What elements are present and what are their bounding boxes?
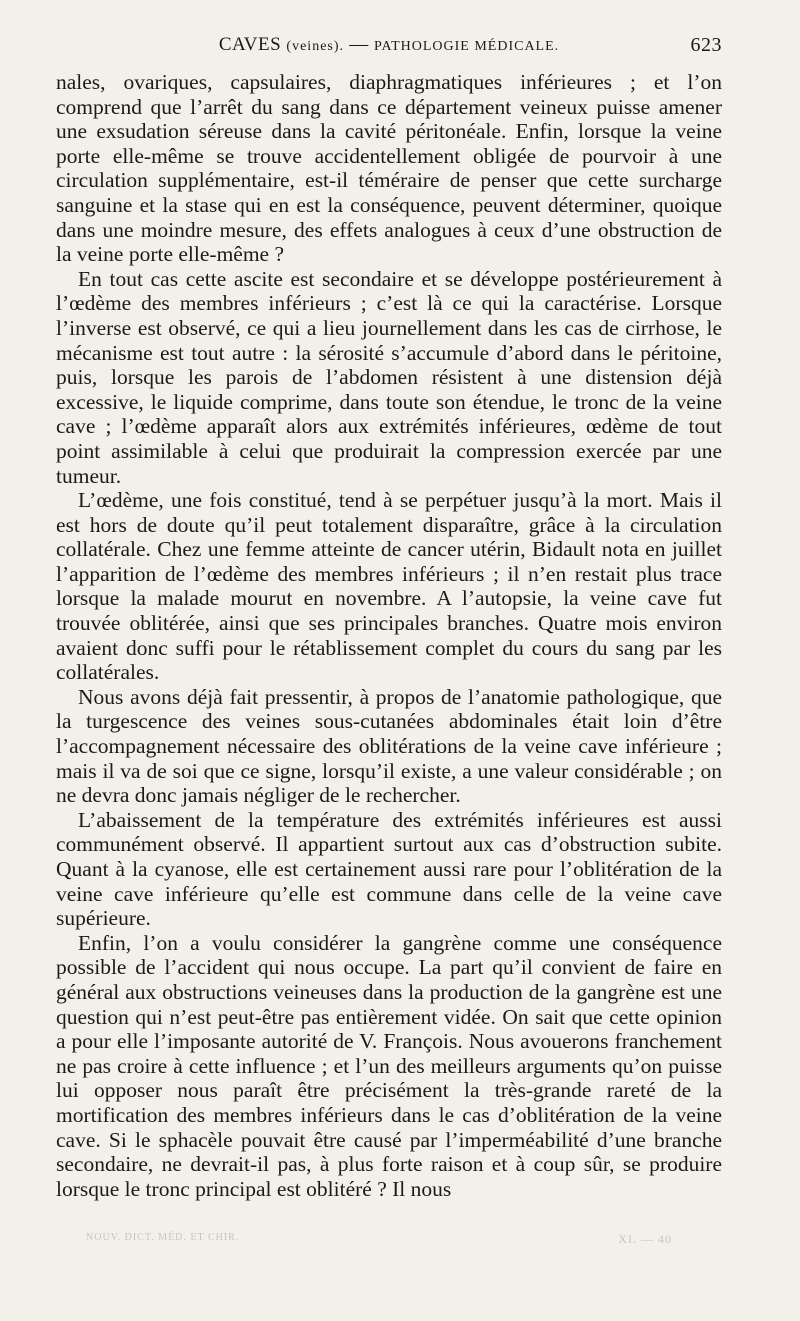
paragraph-2: En tout cas cette ascite est secondaire et se développe postérieurement à l’œdème des membres inférieurs ; c’est là ce qui la caractérise. Lorsque l’inverse est observé, ce qui a lieu journellement dans les cas de cirrhose, le mécanisme est tout autre : la sérosité s’accumule d’abord dans le péritoine, puis, lorsque les parois de l’abdomen résistent à une distension déjà excessive, le liquide comprime, dans toute son étendue, le tronc de la veine cave ; l’œdème apparaît alors aux extrémités inférieures, œdème de tout point assimilable à celui que produirait la compression exercée par une tumeur. [56,266,722,488]
title-dash: — [344,34,375,55]
paragraph-1: nales, ovariques, capsulaires, diaphragmatiques inférieures ; et l’on comprend que l’arrêt du sang dans ce département veineux puisse amener une exsudation séreuse dans la cavité péritonéale. Enfin, lorsque la veine porte elle-même se trouve accidentellement obligée de pourvoir à une circulation supplémentaire, est-il téméraire de penser que cette surcharge sanguine et la stase qui en est la conséquence, peuvent déterminer, quoique dans une moindre mesure, des effets analogues à ceux d’une obstruction de la veine porte elle-même ? [56,70,722,267]
title-caps: CAVES [218,34,282,55]
signature-mark: NOUV. DICT. MÉD. ET CHIR. [86,1232,240,1243]
body-text [56,70,722,1201]
volume-mark: XI. — 40 [618,1232,672,1246]
paragraph-3: L’œdème, une fois constitué, tend à se perpétuer jusqu’à la mort. Mais il est hors de doute qu’il peut totalement disparaître, grâce à la circulation collatérale. Chez une femme atteinte de cancer utérin, Bidault nota en juillet l’apparition de l’œdème des membres inférieurs ; il n’en restait plus trace lorsque la malade mourut en novembre. A l’autopsie, la veine cave fut trouvée oblitérée, ainsi que ses principales branches. Quatre mois environ avaient donc suffi pour le rétablissement complet du cours du sang par les collatérales. [56,488,722,685]
page-number: 623 [690,34,722,56]
title-section: PATHOLOGIE MÉDICALE. [374,39,560,54]
running-title [56,34,722,56]
paragraph-4: Nous avons déjà fait pressentir, à propos de l’anatomie pathologique, que la turgescence des veines sous-cutanées abdominales était loin d’être l’accompagnement nécessaire des oblitérations de la veine cave inférieure ; mais il va de soi que ce signe, lorsqu’il existe, a une valeur considérable ; on ne devra donc jamais négliger de le rechercher. [56,684,722,808]
paragraph-5: L’abaissement de la température des extrémités inférieures est aussi communément observé. Il appartient surtout aux cas d’obstruction subite. Quant à la cyanose, elle est certainement aussi rare pour l’oblitération de la veine cave inférieure qu’elle est commune dans celle de la veine cave supérieure. [56,807,722,931]
title-paren: (veines). [286,39,345,54]
running-header [56,34,722,70]
page-footer [56,1232,722,1254]
paragraph-6: Enfin, l’on a voulu considérer la gangrène comme une conséquence possible de l’accident qui nous occupe. La part qu’il convient de faire en général aux obstructions veineuses dans la production de la gangrène est une question qui n’est peut-être pas entièrement vidée. On sait que cette opinion a pour elle l’imposante autorité de V. François. Nous avouerons franchement ne pas croire à cette influence ; et l’un des meilleurs arguments qu’on puisse lui opposer nous paraît être précisément la très-grande rareté de la mortification des membres inférieurs dans le cas d’oblitération de la veine cave. Si le sphacèle pouvait être causé par l’imperméabilité d’une branche secondaire, ne devrait-il pas, à plus forte raison et à coup sûr, se produire lorsque le tronc principal est oblitéré ? Il nous [56,930,722,1201]
